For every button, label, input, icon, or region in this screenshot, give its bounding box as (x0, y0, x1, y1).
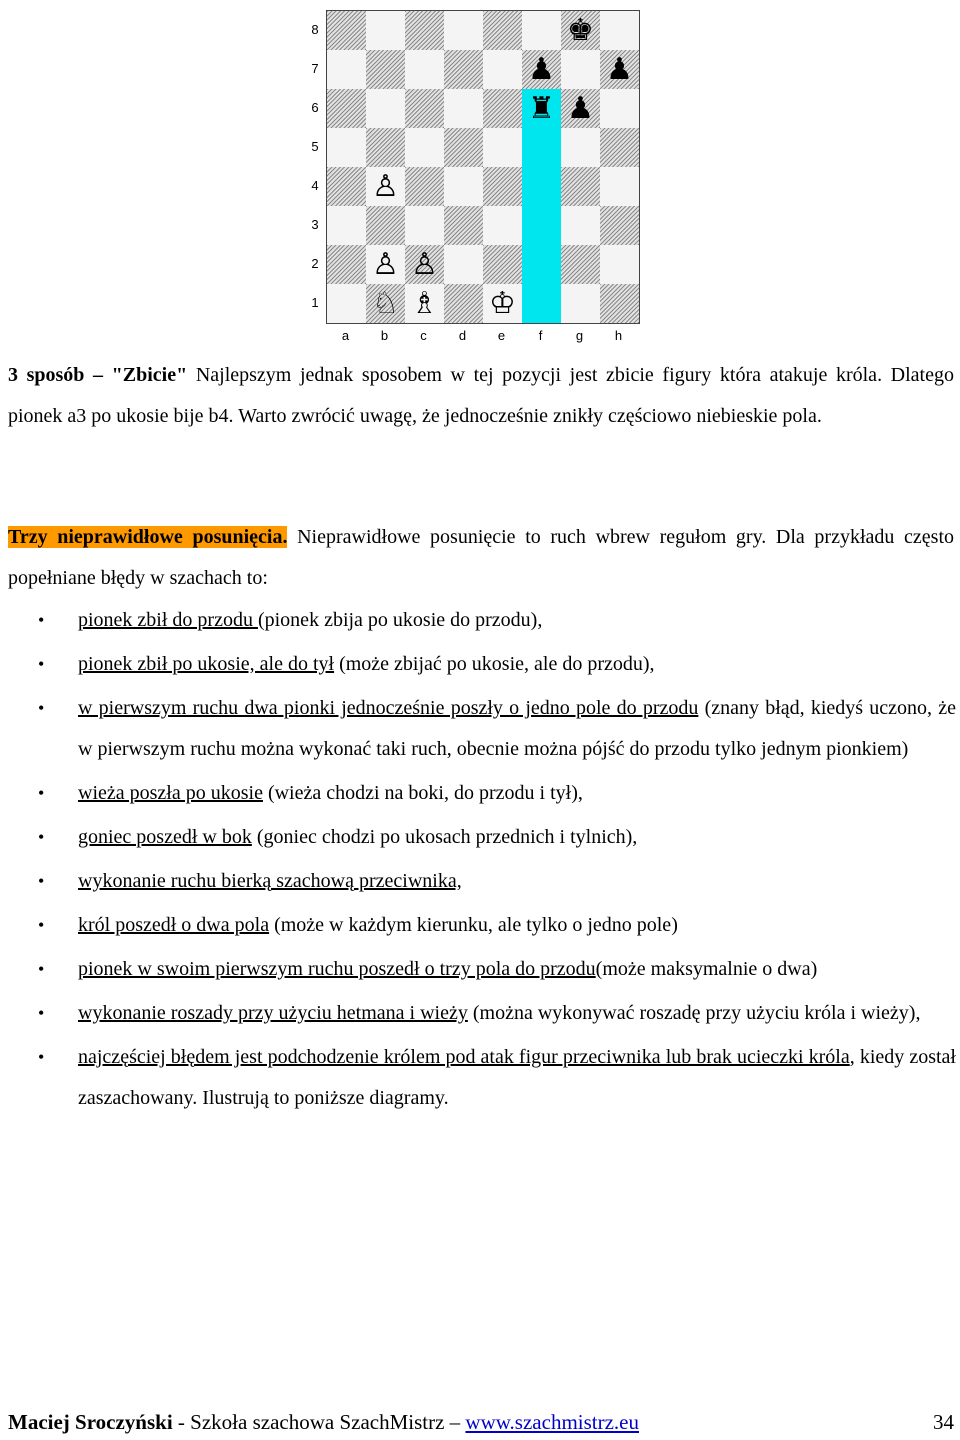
square-g7 (561, 50, 600, 89)
rank-labels (304, 10, 326, 322)
square-c7 (405, 50, 444, 89)
square-a7 (327, 50, 366, 89)
file-label-g: g (575, 328, 584, 343)
square-a4 (327, 167, 366, 206)
square-b2 (366, 245, 405, 284)
bullet-icon: • (38, 610, 45, 630)
page-footer (8, 1406, 954, 1438)
rank-label-7: 7 (311, 61, 319, 76)
square-c3 (405, 206, 444, 245)
square-f4 (522, 167, 561, 206)
square-f1 (522, 284, 561, 323)
rule-explanation: (wieża chodzi na boki, do przodu i tył), (262, 782, 583, 804)
rule-explanation: (może zbijać po ukosie, ale do przodu), (334, 653, 655, 675)
footer-school: - Szkoła szachowa SzachMistrz – (172, 1410, 466, 1434)
rank-label-3: 3 (311, 217, 319, 232)
bullet-icon: • (38, 827, 45, 847)
black-pawn-icon: ♟ (606, 51, 633, 87)
rank-label-6: 6 (311, 100, 319, 115)
square-h2 (600, 245, 639, 284)
square-g4 (561, 167, 600, 206)
chess-diagram (304, 2, 656, 348)
list-item (0, 773, 956, 814)
page-number: 34 (933, 1410, 954, 1434)
square-a2 (327, 245, 366, 284)
black-king-icon: ♚ (567, 12, 594, 48)
rule-explanation: (znany błąd, kiedyś uczono, że w pierwszym ruchu można wykonać taki ruch, obecnie można pójść do przodu tylko jednym pionkiem) (78, 697, 956, 760)
square-h5 (600, 128, 639, 167)
square-f3 (522, 206, 561, 245)
chess-board (326, 10, 640, 324)
bullet-icon: • (38, 1047, 45, 1067)
rule-underlined: pionek w swoim pierwszym ruchu poszedł o trzy pola do przodu (78, 958, 596, 980)
square-f5 (522, 128, 561, 167)
file-label-c: c (420, 328, 427, 343)
file-label-b: b (380, 328, 389, 343)
square-e1 (483, 284, 522, 323)
rule-underlined: w pierwszym ruchu dwa pionki jednocześnie poszły o jedno pole do przodu (78, 697, 699, 719)
rank-label-4: 4 (311, 178, 319, 193)
square-c8 (405, 11, 444, 50)
capture-heading: 3 sposób – "Zbicie" (8, 364, 188, 386)
rule-underlined: wykonanie roszady przy użyciu hetmana i wieży (78, 1002, 468, 1024)
square-g8 (561, 11, 600, 50)
black-rook-icon: ♜ (528, 90, 555, 126)
square-h3 (600, 206, 639, 245)
square-d3 (444, 206, 483, 245)
footer-author: Maciej Sroczyński (8, 1410, 173, 1434)
square-e3 (483, 206, 522, 245)
list-item (0, 993, 956, 1034)
square-d4 (444, 167, 483, 206)
file-label-a: a (341, 328, 350, 343)
square-a1 (327, 284, 366, 323)
list-item (0, 600, 956, 641)
list-item (0, 817, 956, 858)
square-g2 (561, 245, 600, 284)
paragraph-capture (8, 355, 954, 436)
square-c5 (405, 128, 444, 167)
square-f7 (522, 50, 561, 89)
square-h1 (600, 284, 639, 323)
rule-underlined: pionek zbił do przodu (78, 609, 258, 631)
square-a5 (327, 128, 366, 167)
square-g1 (561, 284, 600, 323)
black-pawn-icon: ♟ (567, 90, 594, 126)
square-c1 (405, 284, 444, 323)
square-c4 (405, 167, 444, 206)
square-e2 (483, 245, 522, 284)
square-c6 (405, 89, 444, 128)
footer-website-link[interactable]: www.szachmistrz.eu (465, 1410, 639, 1434)
file-labels (326, 328, 638, 346)
rule-explanation: (może maksymalnie o dwa) (595, 958, 818, 980)
square-d8 (444, 11, 483, 50)
square-f6 (522, 89, 561, 128)
square-g5 (561, 128, 600, 167)
square-e8 (483, 11, 522, 50)
square-b3 (366, 206, 405, 245)
bullet-icon: • (38, 871, 45, 891)
list-item (0, 688, 956, 770)
rule-underlined: wieża poszła po ukosie (78, 782, 263, 804)
rule-explanation: (można wykonywać roszadę przy użyciu króla i wieży), (467, 1002, 921, 1024)
file-label-h: h (614, 328, 623, 343)
bullet-icon: • (38, 783, 45, 803)
rank-label-1: 1 (311, 295, 319, 310)
list-item (0, 644, 956, 685)
square-a3 (327, 206, 366, 245)
list-item (0, 949, 956, 990)
square-e6 (483, 89, 522, 128)
rule-underlined: goniec poszedł w bok (78, 826, 252, 848)
bullet-icon: • (38, 698, 45, 718)
rule-underlined: wykonanie ruchu bierką szachową przeciwnika, (78, 870, 462, 892)
rule-explanation: , kiedy został zaszachowany. Ilustrują to poniższe diagramy. (78, 1046, 956, 1109)
rule-explanation: (może w każdym kierunku, ale tylko o jedno pole) (269, 914, 678, 936)
square-b7 (366, 50, 405, 89)
white-pawn-icon: ♙ (372, 168, 399, 204)
square-f8 (522, 11, 561, 50)
square-c2 (405, 245, 444, 284)
square-e4 (483, 167, 522, 206)
black-pawn-icon: ♟ (528, 51, 555, 87)
bullet-icon: • (38, 915, 45, 935)
file-label-d: d (458, 328, 467, 343)
list-item (0, 905, 956, 946)
square-d1 (444, 284, 483, 323)
white-knight-icon: ♘ (372, 285, 399, 321)
rank-label-5: 5 (311, 139, 319, 154)
square-a6 (327, 89, 366, 128)
square-d5 (444, 128, 483, 167)
rule-explanation: (pionek zbija po ukosie do przodu), (257, 609, 543, 631)
rank-label-2: 2 (311, 256, 319, 271)
rule-explanation: (goniec chodzi po ukosach przednich i tylnich), (251, 826, 638, 848)
file-label-e: e (497, 328, 506, 343)
list-item (0, 1037, 956, 1119)
rule-underlined: pionek zbił po ukosie, ale do tył (78, 653, 335, 675)
list-item (0, 861, 956, 902)
square-b8 (366, 11, 405, 50)
square-a8 (327, 11, 366, 50)
bullet-icon: • (38, 1003, 45, 1023)
rule-underlined: najczęściej błędem jest podchodzenie królem pod atak figur przeciwnika lub brak ucieczki króla (78, 1046, 850, 1068)
square-h8 (600, 11, 639, 50)
square-e5 (483, 128, 522, 167)
square-f2 (522, 245, 561, 284)
capture-text: Najlepszym jednak sposobem w tej pozycji jest zbicie figury która atakuje króla. Dlatego pionek a3 po ukosie bije b4. Warto zwrócić uwagę, że jednocześnie znikły częściowo niebieskie pola. (8, 364, 954, 427)
square-b1 (366, 284, 405, 323)
square-e7 (483, 50, 522, 89)
square-b5 (366, 128, 405, 167)
square-g6 (561, 89, 600, 128)
square-d2 (444, 245, 483, 284)
white-king-icon: ♔ (489, 285, 516, 321)
square-b6 (366, 89, 405, 128)
white-pawn-icon: ♙ (411, 246, 438, 282)
illegal-moves-list (0, 600, 960, 1122)
square-h4 (600, 167, 639, 206)
white-pawn-icon: ♙ (372, 246, 399, 282)
white-bishop-icon: ♗ (411, 285, 438, 321)
paragraph-illegal-moves (8, 517, 954, 598)
rule-underlined: król poszedł o dwa pola (78, 914, 270, 936)
square-h7 (600, 50, 639, 89)
rank-label-8: 8 (311, 22, 319, 37)
square-d7 (444, 50, 483, 89)
square-g3 (561, 206, 600, 245)
bullet-icon: • (38, 959, 45, 979)
illegal-moves-heading: Trzy nieprawidłowe posunięcia. (8, 526, 288, 548)
illegal-moves-text: Nieprawidłowe posunięcie to ruch wbrew regułom gry. Dla przykładu często popełniane błędy w szachach to: (8, 526, 955, 589)
square-h6 (600, 89, 639, 128)
file-label-f: f (538, 328, 543, 343)
square-d6 (444, 89, 483, 128)
bullet-icon: • (38, 654, 45, 674)
square-b4 (366, 167, 405, 206)
